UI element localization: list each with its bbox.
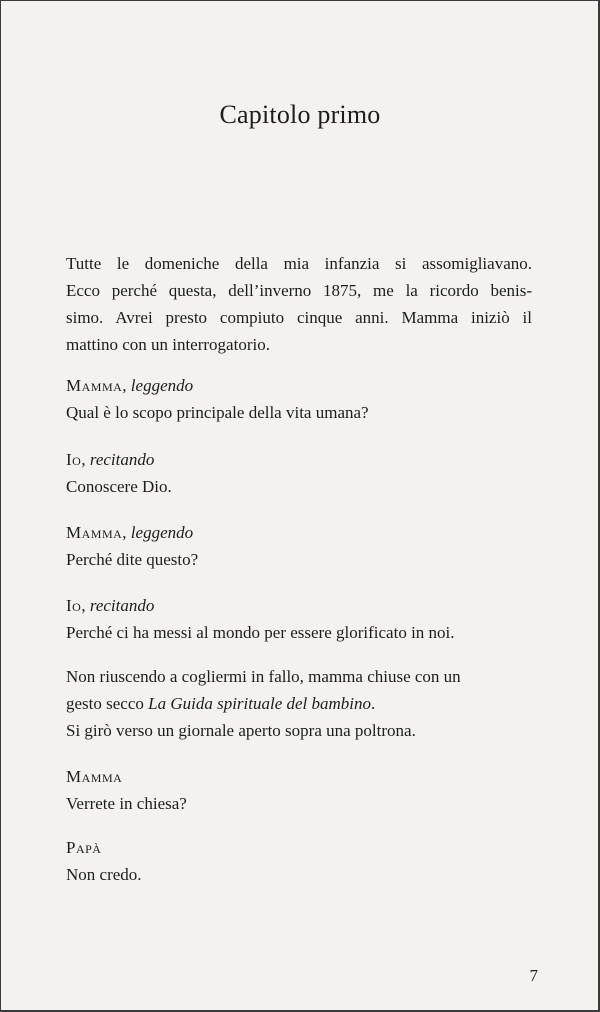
dialogue-block	[66, 519, 532, 573]
opening-paragraph	[66, 250, 532, 358]
book-title: La Guida spirituale del bambino	[148, 694, 372, 713]
paragraph-text: .	[371, 694, 376, 713]
dialogue-block	[66, 834, 532, 888]
speaker-line	[66, 372, 532, 399]
paragraph-line: Non riuscendo a cogliermi in fallo, mamma chiuse con un	[66, 667, 461, 686]
spoken-line: Perché ci ha messi al mondo per essere glorificato in noi.	[66, 623, 455, 642]
spoken-line: Conoscere Dio.	[66, 477, 172, 496]
speaker-name: Mamma	[66, 376, 123, 395]
speaker-name: Mamma	[66, 523, 123, 542]
chapter-title: Capitolo primo	[219, 100, 381, 129]
stage-direction: leggendo	[130, 376, 194, 395]
speaker-line	[66, 592, 532, 619]
spoken-line: Qual è lo scopo principale della vita umana?	[66, 403, 369, 422]
separator: ,	[122, 376, 131, 395]
speaker-line	[66, 446, 532, 473]
separator: ,	[122, 523, 131, 542]
dialogue-block	[66, 446, 532, 500]
dialogue-block	[66, 592, 532, 646]
page-number: 7	[529, 966, 538, 985]
paragraph-line: Si girò verso un giornale aperto sopra una poltrona.	[66, 721, 416, 740]
paragraph-line	[66, 690, 532, 717]
speaker-name: Mamma	[66, 767, 123, 786]
paragraph-text: gesto secco	[66, 694, 149, 713]
dialogue-block	[66, 763, 532, 817]
speaker-name: Io	[66, 596, 82, 615]
spoken-line: Verrete in chiesa?	[66, 794, 187, 813]
stage-direction: recitando	[89, 450, 155, 469]
paragraph-line: simo. Avrei presto compiuto cinque anni. Mamma iniziò il	[66, 308, 532, 327]
separator: ,	[81, 450, 90, 469]
stage-direction: leggendo	[130, 523, 194, 542]
speaker-name: Io	[66, 450, 82, 469]
dialogue-block	[66, 372, 532, 426]
spoken-line: Non credo.	[66, 865, 142, 884]
stage-direction: recitando	[89, 596, 155, 615]
spoken-line: Perché dite questo?	[66, 550, 199, 569]
paragraph-line: Tutte le domeniche della mia infanzia si assomigliavano.	[66, 254, 532, 273]
narrative-paragraph	[66, 663, 532, 744]
speaker-line	[66, 519, 532, 546]
paragraph-line: Ecco perché questa, dell’inverno 1875, me la ricordo benis-	[66, 281, 532, 300]
speaker-name: Papà	[66, 838, 102, 857]
paragraph-line: mattino con un interrogatorio.	[66, 335, 270, 354]
separator: ,	[81, 596, 90, 615]
